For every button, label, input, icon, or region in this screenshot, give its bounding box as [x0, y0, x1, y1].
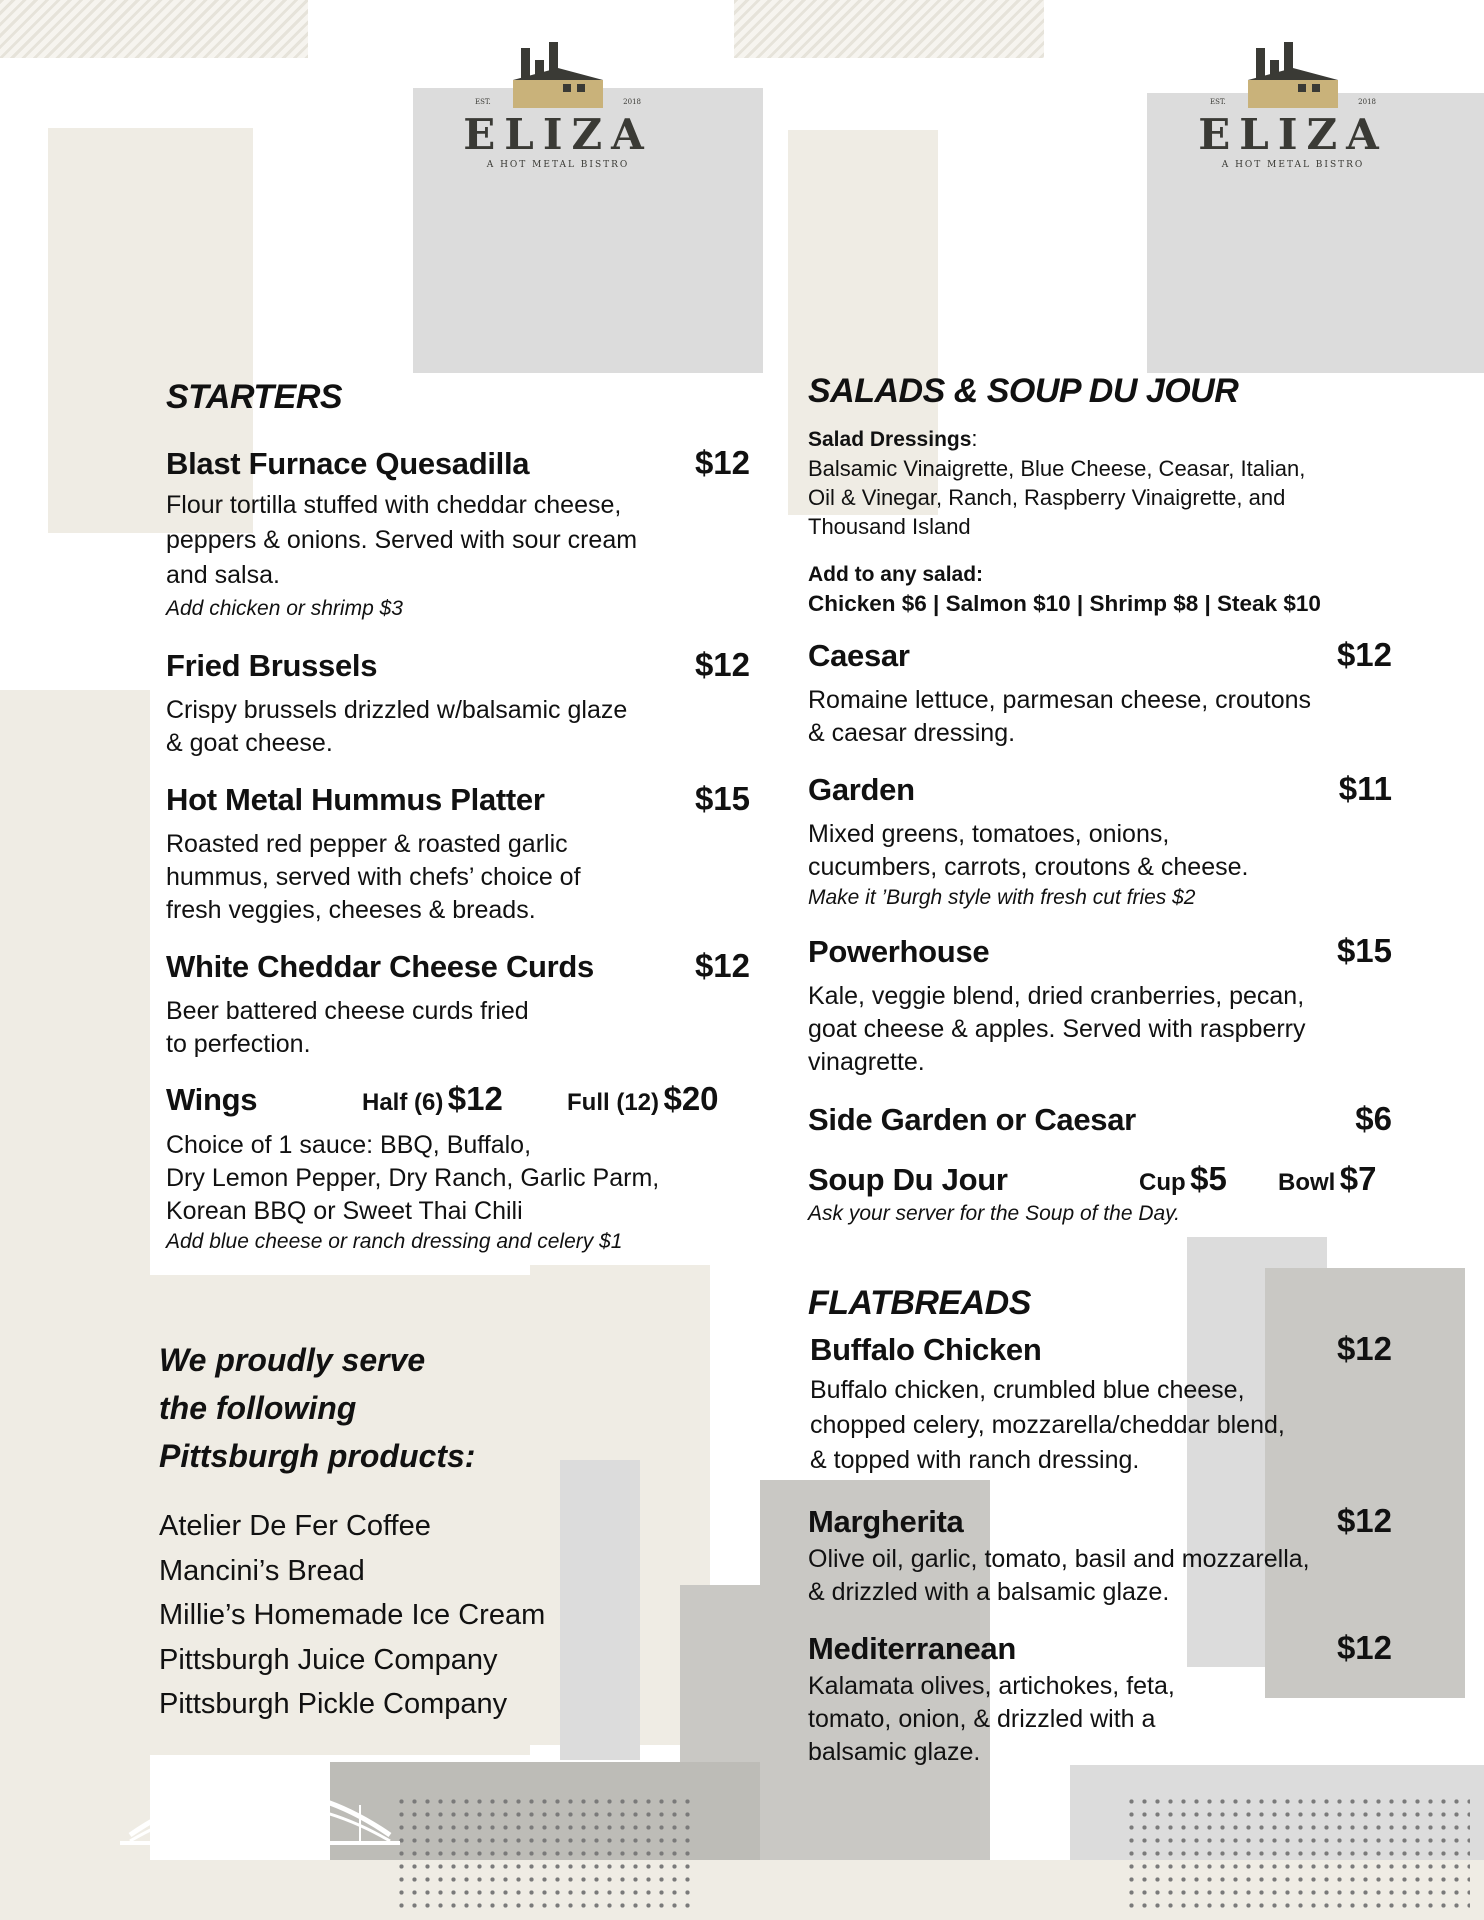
wings-full-option — [567, 1080, 719, 1118]
item-name-soup: Soup Du Jour — [808, 1162, 1008, 1197]
item-desc-powerhouse — [808, 980, 1306, 1079]
wings-half-label: Half (6) — [362, 1089, 444, 1116]
wings-half-price: $12 — [447, 1080, 503, 1117]
desc-line: Beer battered cheese curds fried — [166, 997, 529, 1025]
soup-bowl-option — [1278, 1160, 1377, 1198]
desc-line: Kalamata olives, artichokes, feta, — [808, 1672, 1175, 1700]
proud-line: Pittsburgh products: — [159, 1438, 476, 1474]
desc-line: Flour tortilla stuffed with cheddar cheese, — [166, 491, 622, 519]
product-item: Pittsburgh Pickle Company — [159, 1688, 508, 1720]
product-item: Pittsburgh Juice Company — [159, 1643, 498, 1676]
desc-line: Buffalo chicken, crumbled blue cheese, — [810, 1376, 1245, 1404]
item-price-quesadilla: $12 — [694, 444, 750, 481]
dressings-line: Balsamic Vinaigrette, Blue Cheese, Ceasar, Italian, — [808, 456, 1306, 481]
item-name-buffalo: Buffalo Chicken — [810, 1332, 1042, 1367]
item-name-quesadilla: Blast Furnace Quesadilla — [166, 446, 530, 481]
item-price-garden: $11 — [1338, 770, 1392, 807]
soup-bowl-price: $7 — [1339, 1160, 1377, 1197]
logo-est: EST. — [475, 98, 491, 106]
wings-half-option — [362, 1080, 503, 1118]
desc-line: to perfection. — [166, 1030, 311, 1058]
desc-line: chopped celery, mozzarella/cheddar blend, — [810, 1411, 1285, 1439]
eliza-logo-right — [1188, 20, 1398, 170]
bridge-illustration — [120, 1755, 400, 1855]
item-desc-garden — [808, 818, 1248, 884]
item-price-powerhouse: $15 — [1336, 932, 1392, 969]
soup-cup-option — [1139, 1160, 1227, 1198]
halftone-dots-right — [1125, 1795, 1470, 1910]
desc-line: & topped with ranch dressing. — [810, 1446, 1140, 1474]
proud-line: the following — [159, 1390, 357, 1426]
desc-line: Olive oil, garlic, tomato, basil and mozzarella, — [808, 1545, 1310, 1573]
desc-line: & caesar dressing. — [808, 719, 1016, 747]
item-name-side: Side Garden or Caesar — [808, 1102, 1136, 1137]
product-item: Mancini’s Bread — [159, 1554, 365, 1587]
item-desc-wings — [166, 1129, 659, 1228]
item-name-margherita: Margherita — [808, 1504, 964, 1539]
desc-line: & drizzled with a balsamic glaze. — [808, 1578, 1170, 1606]
item-note-quesadilla: Add chicken or shrimp $3 — [166, 597, 403, 620]
stripe-band-left — [0, 0, 308, 58]
flatbreads-heading: FLATBREADS — [808, 1284, 1031, 1322]
item-desc-quesadilla — [166, 488, 637, 593]
item-desc-buffalo — [810, 1373, 1285, 1478]
dressings-title — [808, 424, 1305, 454]
item-desc-hummus — [166, 828, 581, 927]
dressings-block — [808, 424, 1305, 541]
logo-wordmark: ELIZA — [1198, 110, 1388, 159]
item-note-soup: Ask your server for the Soup of the Day. — [808, 1202, 1180, 1225]
item-price-buffalo: $12 — [1336, 1330, 1392, 1367]
logo-year: 2018 — [1358, 98, 1376, 106]
eliza-logo-left — [453, 20, 663, 170]
wings-full-label: Full (12) — [567, 1089, 660, 1116]
logo-est: EST. — [1210, 98, 1226, 106]
soup-cup-label: Cup — [1139, 1169, 1186, 1196]
item-name-mediterranean: Mediterranean — [808, 1631, 1016, 1666]
addons-label: Add to any salad: — [808, 563, 984, 586]
soup-bowl-label: Bowl — [1278, 1169, 1336, 1196]
item-desc-brussels — [166, 694, 627, 760]
desc-line: tomato, onion, & drizzled with a — [808, 1705, 1156, 1733]
product-item: Atelier De Fer Coffee — [159, 1510, 431, 1542]
desc-line: Kale, veggie blend, dried cranberries, pecan, — [808, 982, 1305, 1010]
item-desc-margherita — [808, 1543, 1310, 1609]
proud-line: We proudly serve — [159, 1342, 426, 1378]
factory-icon — [503, 38, 613, 118]
salads-heading: SALADS & SOUP DU JOUR — [808, 372, 1239, 410]
item-name-powerhouse: Powerhouse — [808, 934, 990, 969]
desc-line: & goat cheese. — [166, 729, 333, 757]
proud-heading — [159, 1336, 475, 1480]
item-price-curds: $12 — [694, 947, 750, 984]
item-name-brussels: Fried Brussels — [166, 648, 378, 683]
stripe-band-right — [734, 0, 1044, 58]
starters-heading: STARTERS — [166, 378, 343, 416]
desc-line: goat cheese & apples. Served with raspberry — [808, 1015, 1306, 1043]
desc-line: and salsa. — [166, 561, 280, 589]
item-price-side: $6 — [1355, 1100, 1392, 1137]
desc-line: fresh veggies, cheeses & breads. — [166, 896, 536, 924]
item-name-hummus: Hot Metal Hummus Platter — [166, 782, 545, 817]
desc-line: cucumbers, carrots, croutons & cheese. — [808, 853, 1249, 881]
item-name-curds: White Cheddar Cheese Curds — [166, 949, 595, 984]
logo-tagline: A HOT METAL BISTRO — [486, 160, 630, 170]
desc-line: peppers & onions. Served with sour cream — [166, 526, 638, 554]
dressings-colon: : — [971, 426, 978, 451]
item-name-wings: Wings — [166, 1082, 258, 1117]
addons-block — [808, 560, 1321, 618]
wings-full-price: $20 — [663, 1080, 719, 1117]
product-list — [159, 1504, 545, 1727]
item-price-margherita: $12 — [1336, 1502, 1392, 1539]
dressings-line: Oil & Vinegar, Ranch, Raspberry Vinaigrette, and — [808, 485, 1286, 510]
item-name-caesar: Caesar — [808, 638, 910, 673]
factory-icon — [1238, 38, 1348, 118]
product-item: Millie’s Homemade Ice Cream — [159, 1599, 546, 1631]
desc-line: Roasted red pepper & roasted garlic — [166, 830, 568, 858]
item-price-brussels: $12 — [694, 646, 750, 683]
dressings-label: Salad Dressings — [808, 428, 972, 451]
addons-list: Chicken $6 | Salmon $10 | Shrimp $8 | Steak $10 — [808, 591, 1321, 616]
soup-cup-price: $5 — [1190, 1160, 1227, 1197]
item-desc-curds — [166, 995, 529, 1061]
desc-line: Dry Lemon Pepper, Dry Ranch, Garlic Parm, — [166, 1164, 660, 1192]
item-price-hummus: $15 — [694, 780, 750, 817]
desc-line: balsamic glaze. — [808, 1738, 981, 1766]
logo-year: 2018 — [623, 98, 641, 106]
item-price-caesar: $12 — [1336, 636, 1392, 673]
desc-line: Crispy brussels drizzled w/balsamic glaze — [166, 696, 628, 724]
item-desc-caesar — [808, 684, 1311, 750]
desc-line: Choice of 1 sauce: BBQ, Buffalo, — [166, 1131, 532, 1159]
beige-wall-left — [0, 690, 150, 1920]
desc-line: vinagrette. — [808, 1048, 925, 1076]
logo-wordmark: ELIZA — [463, 110, 653, 159]
item-note-wings: Add blue cheese or ranch dressing and celery $1 — [166, 1230, 623, 1253]
item-price-mediterranean: $12 — [1336, 1629, 1392, 1666]
logo-tagline: A HOT METAL BISTRO — [1221, 160, 1365, 170]
halftone-dots-left — [395, 1795, 695, 1910]
desc-line: Korean BBQ or Sweet Thai Chili — [166, 1197, 523, 1225]
dressings-line: Thousand Island — [808, 514, 971, 539]
desc-line: Romaine lettuce, parmesan cheese, croutons — [808, 686, 1312, 714]
desc-line: hummus, served with chefs’ choice of — [166, 863, 581, 891]
item-name-garden: Garden — [808, 772, 915, 807]
gray-spire-building — [560, 1460, 640, 1760]
item-desc-mediterranean — [808, 1670, 1175, 1769]
desc-line: Mixed greens, tomatoes, onions, — [808, 820, 1170, 848]
item-note-garden: Make it ’Burgh style with fresh cut fries $2 — [808, 886, 1196, 909]
